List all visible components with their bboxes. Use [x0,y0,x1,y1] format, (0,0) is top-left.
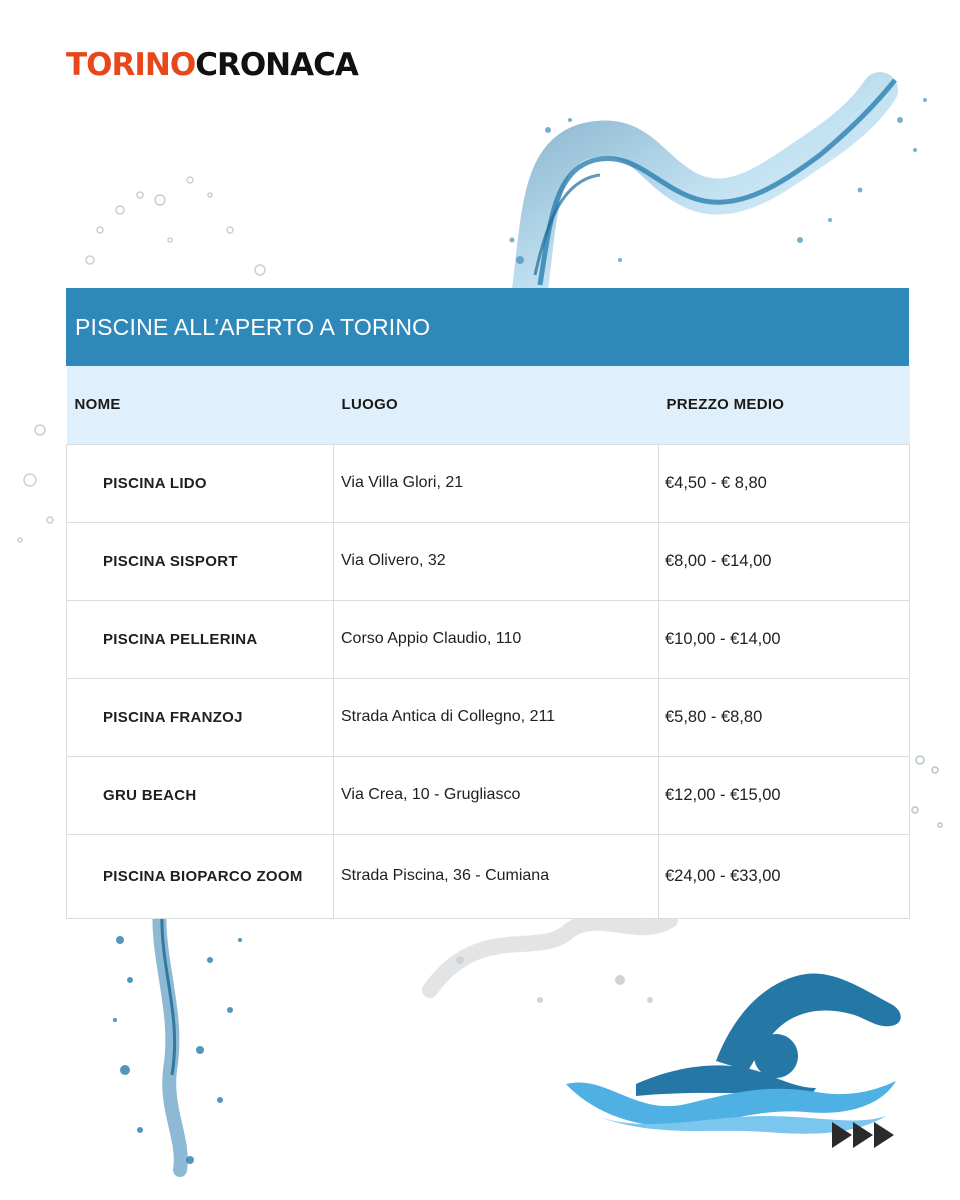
water-splash-bottom-icon [100,900,280,1180]
table-row [67,678,910,756]
pool-price: €4,50 - € 8,80 [659,444,910,522]
pools-table-panel [66,288,909,919]
pool-price: €24,00 - €33,00 [659,834,910,918]
column-header-luogo: LUOGO [341,396,398,414]
pool-location: Via Olivero, 32 [334,522,659,600]
pool-name: GRU BEACH [67,756,334,834]
column-header-nome: NOME [74,396,121,414]
pool-location: Strada Antica di Collegno, 211 [334,678,659,756]
pool-location: Corso Appio Claudio, 110 [334,600,659,678]
column-header-prezzo: PREZZO MEDIO [666,396,785,414]
pool-name: PISCINA LIDO [67,444,334,522]
pool-name: PISCINA PELLERINA [67,600,334,678]
table-row [67,834,910,918]
pool-location: Via Crea, 10 - Grugliasco [334,756,659,834]
fast-forward-icon [832,1122,896,1148]
table-row [67,522,910,600]
table-row [67,444,910,522]
logo-part-torino: TORINO [66,47,196,83]
pool-location: Strada Piscina, 36 - Cumiana [334,834,659,918]
pool-name: PISCINA SISPORT [67,522,334,600]
pool-price: €10,00 - €14,00 [659,600,910,678]
table-row [67,600,910,678]
water-splash-top-icon [500,60,940,300]
pool-location: Via Villa Glori, 21 [334,444,659,522]
pool-price: €12,00 - €15,00 [659,756,910,834]
pool-name: PISCINA BIOPARCO ZOOM [67,834,334,918]
pools-table [66,366,910,919]
table-row [67,756,910,834]
swimmer-icon [566,966,906,1136]
logo-part-cronaca: CRONACA [195,47,358,83]
pool-price: €5,80 - €8,80 [659,678,910,756]
pool-name: PISCINA FRANZOJ [67,678,334,756]
table-header-row [67,366,910,444]
pool-price: €8,00 - €14,00 [659,522,910,600]
brand-logo [66,47,358,83]
table-title: PISCINE ALL’APERTO A TORINO [66,288,909,366]
